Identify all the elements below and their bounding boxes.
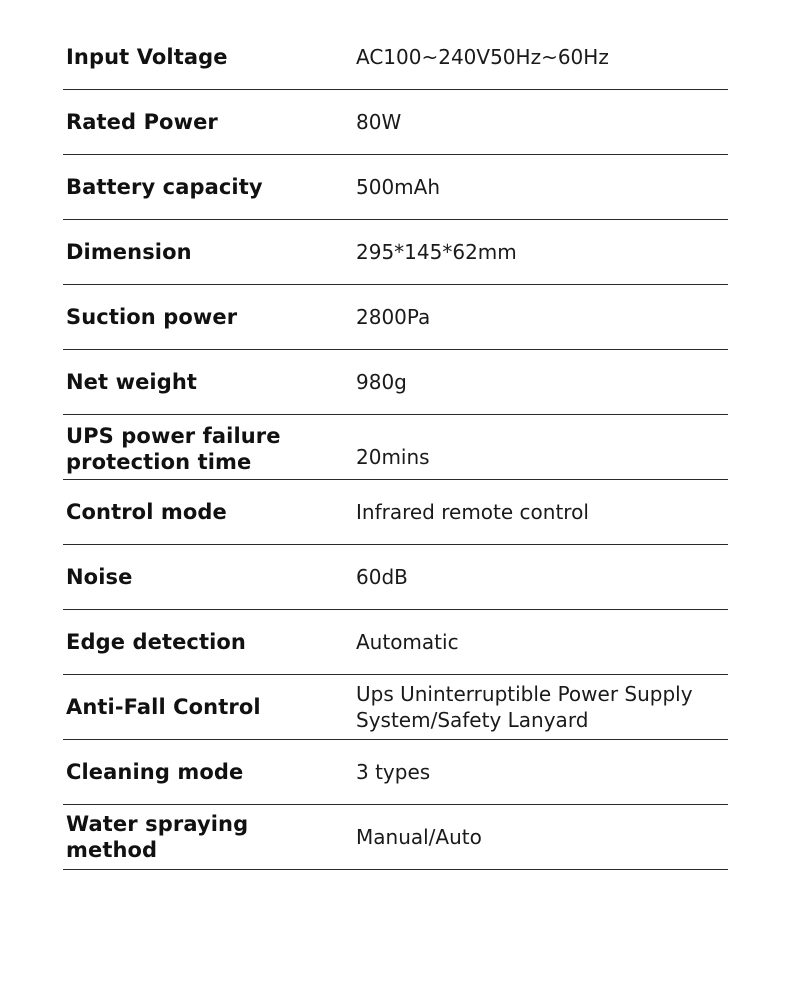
spec-row-ups-protection-time <box>63 415 728 480</box>
spec-value: 295*145*62mm <box>356 240 517 264</box>
spec-row-water-spraying-method <box>63 805 728 870</box>
spec-label: Noise <box>66 565 133 589</box>
spec-row-cleaning-mode <box>63 740 728 805</box>
spec-value: 80W <box>356 110 402 134</box>
spec-row-dimension <box>63 220 728 285</box>
spec-value: 20mins <box>356 445 430 469</box>
spec-label: Cleaning mode <box>66 760 244 784</box>
spec-value: Ups Uninterruptible Power Supply System/Safety Lanyard <box>356 682 693 732</box>
spec-label: Control mode <box>66 500 227 524</box>
spec-label: Edge detection <box>66 630 246 654</box>
spec-row-battery-capacity <box>63 155 728 220</box>
spec-value: AC100~240V50Hz~60Hz <box>356 45 609 69</box>
spec-value: Infrared remote control <box>356 500 589 524</box>
spec-label: Rated Power <box>66 110 218 134</box>
spec-row-anti-fall-control <box>63 675 728 740</box>
spec-value: 980g <box>356 370 407 394</box>
spec-label: Water spraying method <box>66 812 249 862</box>
spec-row-noise <box>63 545 728 610</box>
spec-row-edge-detection <box>63 610 728 675</box>
spec-row-input-voltage <box>63 25 728 90</box>
spec-row-rated-power <box>63 90 728 155</box>
spec-label: Dimension <box>66 240 192 264</box>
spec-value: 2800Pa <box>356 305 431 329</box>
spec-row-suction-power <box>63 285 728 350</box>
spec-row-net-weight <box>63 350 728 415</box>
spec-label: Battery capacity <box>66 175 263 199</box>
spec-value: Manual/Auto <box>356 825 482 849</box>
spec-label: Net weight <box>66 370 198 394</box>
spec-label: Input Voltage <box>66 45 228 69</box>
spec-label: UPS power failure protection time <box>66 424 281 474</box>
spec-table <box>63 25 728 870</box>
spec-value: Automatic <box>356 630 459 654</box>
spec-value: 60dB <box>356 565 408 589</box>
spec-value: 3 types <box>356 760 431 784</box>
spec-row-control-mode <box>63 480 728 545</box>
spec-value: 500mAh <box>356 175 441 199</box>
spec-label: Anti-Fall Control <box>66 695 261 719</box>
spec-label: Suction power <box>66 305 238 329</box>
